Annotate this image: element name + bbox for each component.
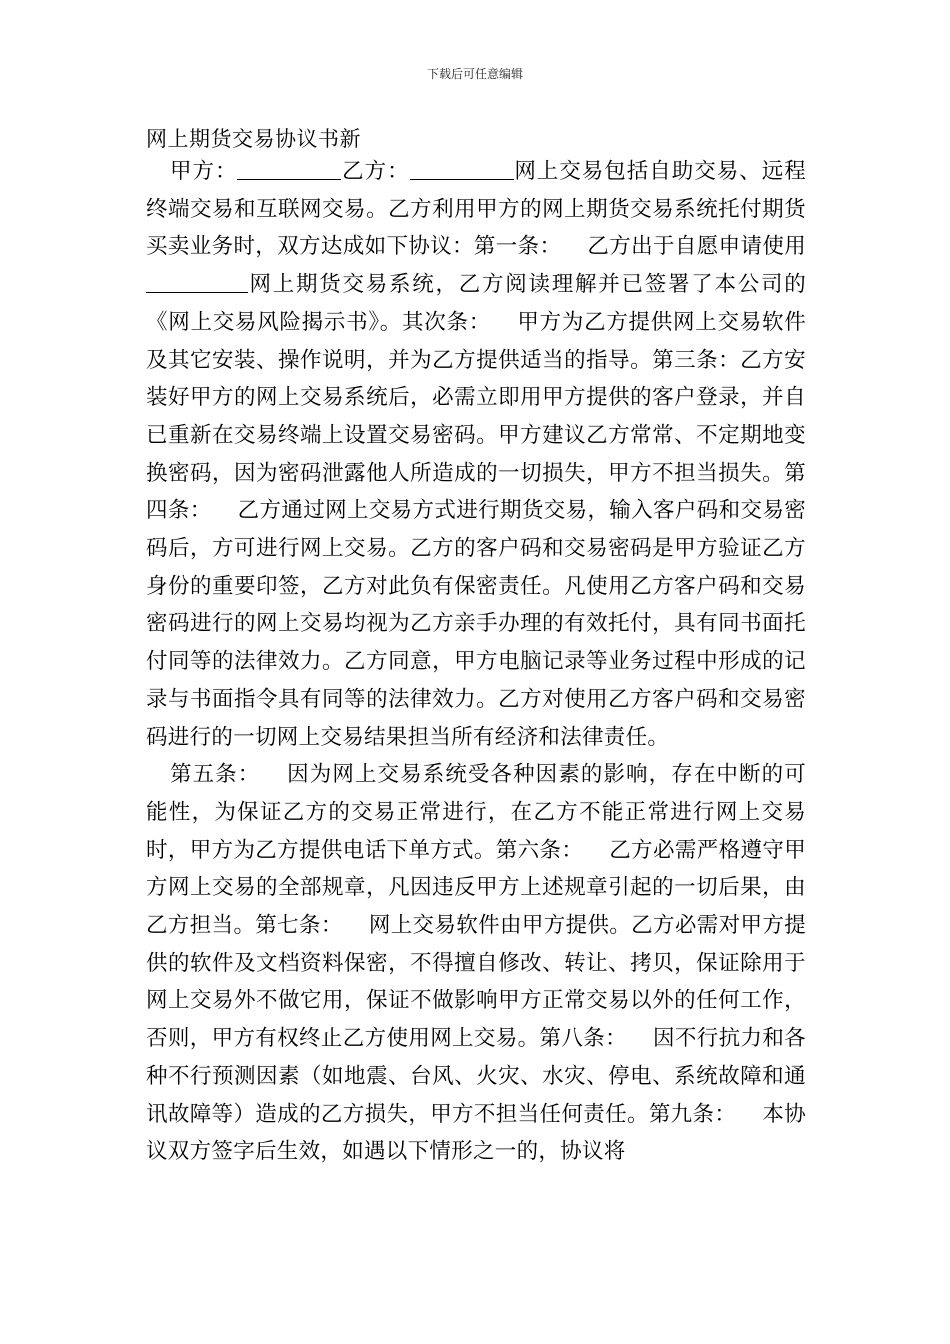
- party-a-blank: [237, 157, 341, 180]
- document-body: [146, 153, 806, 1171]
- clause-text: 甲方为乙方提供网上交易软件及其它安装、操作说明，并为乙方提供适当的指导。第三条：乙方安装好甲方的网上交易系统后，必需立即用甲方提供的客户登录，并自已重新在交易终端上设置交易密码。甲方建议乙方常常、不定期地变换密码，因为密码泄露他人所造成的一切损失，甲方不担当损失。第四条：: [146, 309, 806, 524]
- clause-text: 第五条：: [170, 762, 261, 788]
- page-header-note: 下载后可任意编辑: [426, 67, 523, 81]
- paragraph-2: [146, 756, 806, 1171]
- clause-text: 网上期货交易系统，乙方阅读理解并已签署了本公司的《网上交易风险揭示书》。其次条：: [146, 272, 806, 335]
- clause-text: 网上交易软件由甲方提供。乙方必需对甲方提供的软件及文档资料保密，不得擅自修改、转让、拷贝，保证除用于网上交易外不做它用，保证不做影响甲方正常交易以外的任何工作，否则，甲方有权终止乙方使用网上交易。第八条：: [146, 913, 806, 1052]
- clause-text: 乙方通过网上交易方式进行期货交易，输入客户码和交易密码后，方可进行网上交易。乙方的客户码和交易密码是甲方验证乙方身份的重要印签，乙方对此负有保密责任。凡使用乙方客户码和交易密码进行的网上交易均视为乙方亲手办理的有效托付，具有同书面托付同等的法律效力。乙方同意，甲方电脑记录等业务过程中形成的记录与书面指令具有同等的法律效力。乙方对使用乙方客户码和交易密码进行的一切网上交易结果担当所有经济和法律责任。: [146, 498, 806, 750]
- clause-text: 网上交易包括自助交易、远程终端交易和互联网交易。乙方利用甲方的网上期货交易系统托付期货买卖业务时，双方达成如下协议：第一条：: [146, 159, 806, 260]
- clause-text: 本协议双方签字后生效，如遇以下情形之一的，协议将: [146, 1101, 806, 1165]
- party-b-label: 乙方：: [341, 159, 410, 184]
- clause-text: 因不行抗力和各种不行预测因素（如地震、台风、火灾、水灾、停电、系统故障和通讯故障等）造成的乙方损失，甲方不担当任何责任。第九条：: [146, 1026, 806, 1127]
- party-b-blank: [410, 157, 514, 180]
- paragraph-1: [146, 153, 806, 756]
- system-name-blank: [146, 270, 248, 293]
- clause-text: 乙方出于自愿申请使用: [587, 234, 806, 260]
- clause-text: 乙方必需严格遵守甲方网上交易的全部规章，凡因违反甲方上述规章引起的一切后果，由乙方担当。第七条：: [146, 837, 806, 939]
- party-a-label: 甲方：: [170, 159, 238, 184]
- clause-text: 因为网上交易系统受各种因素的影响，存在中断的可能性，为保证乙方的交易正常进行，在乙方不能正常进行网上交易时，甲方为乙方提供电话下单方式。第六条：: [146, 762, 806, 863]
- document-title: 网上期货交易协议书新: [146, 127, 361, 151]
